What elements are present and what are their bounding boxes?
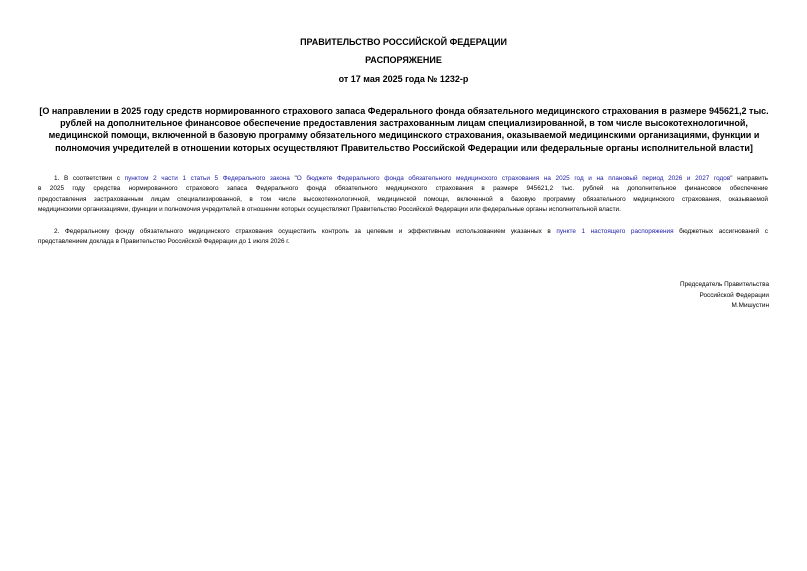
document-date-number: от 17 мая 2025 года № 1232-р xyxy=(338,74,469,84)
paragraph-1 xyxy=(38,174,768,216)
signatory-position: Председатель Правительства xyxy=(680,281,769,288)
paragraph-text: 2. Федеральному фонду обязательного медицинского страхования осуществить контроль за целевым и эффективным использованием указанных в xyxy=(54,228,557,235)
paragraph-text: " xyxy=(289,175,297,182)
title-line: полномочия учредителей в отношении которых осуществляют Правительство Российской Федерации или федеральные органы исполнительной власти] xyxy=(55,142,753,153)
paragraph-line: предоставления застрахованным лицам специализированной, в том числе высокотехнологичной, медицинской помощи, включенной в базовую программу обязательного медицинского страхования, оказываемой xyxy=(38,195,768,203)
paragraph-line xyxy=(38,174,768,184)
paragraph-text: бюджетных ассигнований с xyxy=(673,228,768,235)
signature-block xyxy=(680,280,769,312)
paragraph-line xyxy=(38,227,768,237)
paragraph-line: в 2025 году средства нормированного страхового запаса Федерального фонда обязательного медицинского страхования в размере 945621,2 тыс. рублей на дополнительное финансовое обеспечение xyxy=(38,185,768,193)
paragraph-text: 1. В соответствии с xyxy=(54,175,125,182)
paragraph-line: представлением доклада в Правительство Российской Федерации до 1 июля 2026 г. xyxy=(38,238,290,246)
government-header: ПРАВИТЕЛЬСТВО РОССИЙСКОЙ ФЕДЕРАЦИИ xyxy=(300,37,507,47)
federal-law-link[interactable]: О бюджете Федерального фонда обязательного медицинского страхования на 2025 год и на плановый период 2026 и 2027 годов xyxy=(296,175,731,182)
title-line: медицинской помощи, включенной в базовую программу обязательного медицинского страхования, оказываемой медицинскими организациями, функции и xyxy=(48,130,760,141)
title-line: рублей на дополнительное финансовое обеспечение предоставления застрахованным лицам специализированной, в том числе высокотехнологичной, xyxy=(60,118,748,129)
law-article-link[interactable]: пунктом 2 части 1 статьи 5 Федерального закона xyxy=(124,175,290,182)
signatory-name: М.Мишустин xyxy=(731,302,769,310)
paragraph-2 xyxy=(38,227,768,248)
document-title xyxy=(38,105,770,154)
order-item-link[interactable]: пункте 1 настоящего распоряжения xyxy=(556,228,674,235)
paragraph-text: " направить xyxy=(730,175,768,182)
paragraph-line: медицинскими организациями, функции и полномочия учредителей в отношении которых осуществляют Правительство Российской Федерации или федеральные органы исполнительной власти. xyxy=(38,206,621,214)
title-line: [О направлении в 2025 году средств нормированного страхового запаса Федерального фонда обязательного медицинского страхования в размере 945621,2 тыс. xyxy=(39,106,769,116)
document-type: РАСПОРЯЖЕНИЕ xyxy=(365,55,442,65)
signatory-position: Российской Федерации xyxy=(699,291,769,299)
